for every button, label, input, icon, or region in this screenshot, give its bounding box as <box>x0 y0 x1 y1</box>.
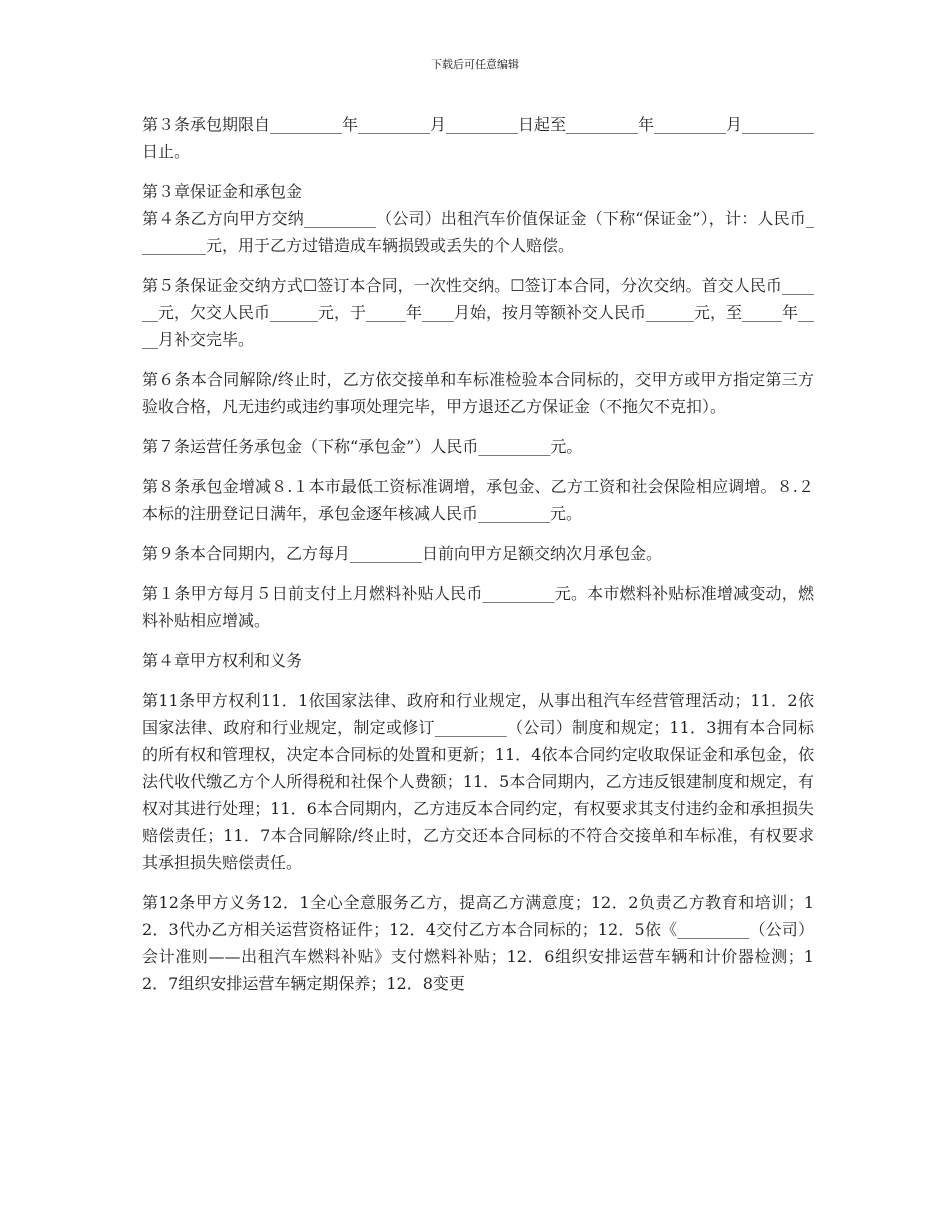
article-7-contract-fee: 第７条运营任务承包金（下称“承包金”）人民币_________元。 <box>142 437 583 456</box>
page-header: 下载后可任意编辑 <box>431 58 519 71</box>
chapter-3-heading: 第３章保证金和承包金 <box>142 182 303 201</box>
article-3-term: 第３条承包期限自_________年_________月_________日起至_________年_________月_________日止。 <box>142 115 815 161</box>
article-1-fuel-subsidy: 第１条甲方每月５日前支付上月燃料补贴人民币_________元。本市燃料补贴标准增减变动，燃料补贴相应增减。 <box>142 584 814 630</box>
article-8-fee-adjustment: 第８条承包金增减８.１本市最低工资标准调增，承包金、乙方工资和社会保险相应调增。８.２本标的注册登记日满年，承包金逐年核减人民币_________元。 <box>142 477 814 523</box>
chapter-4-heading: 第４章甲方权利和义务 <box>142 651 303 670</box>
document-body <box>142 111 814 1010</box>
article-9-monthly-payment: 第９条本合同期内，乙方每月_________日前向甲方足额交纳次月承包金。 <box>142 544 663 563</box>
article-5-payment-method: 第５条保证金交纳方式☐签订本合同，一次性交纳。☐签订本合同，分次交纳。首交人民币______元，欠交人民币______元，于_____年____月始，按月等额补交人民币______元，至_____年____月补交完毕。 <box>142 276 815 349</box>
article-12-party-a-obligations: 第12条甲方义务12．1全心全意服务乙方，提高乙方满意度；12．2负责乙方教育和培训；12．3代办乙方相关运营资格证件；12．4交付乙方本合同标的；12．5依《_________（公司）会计准则——出租汽车燃料补贴》支付燃料补贴；12．6组织安排运营车辆和计价器检测；12．7组织安排运营车辆定期保养；12．8变更 <box>142 893 814 993</box>
article-11-party-a-rights: 第11条甲方权利11．1依国家法律、政府和行业规定，从事出租汽车经营管理活动；11．2依国家法律、政府和行业规定，制定或修订_________（公司）制度和规定；11．3拥有本合同标的所有权和管理权，决定本合同标的处置和更新；11．4依本合同约定收取保证金和承包金，依法代收代缴乙方个人所得税和社保个人费额；11．5本合同期内，乙方违反银建制度和规定，有权对其进行处理；11．6本合同期内，乙方违反本合同约定，有权要求其支付违约金和承担损失赔偿责任；11．7本合同解除/终止时，乙方交还本合同标的不符合交接单和车标准，有权要求其承担损失赔偿责任。 <box>142 691 814 872</box>
article-6-refund: 第６条本合同解除/终止时，乙方依交接单和车标准检验本合同标的，交甲方或甲方指定第三方验收合格，凡无违约或违约事项处理完毕，甲方退还乙方保证金（不拖欠不克扣）。 <box>142 370 814 416</box>
article-4-deposit: 第４条乙方向甲方交纳_________（公司）出租汽车价值保证金（下称“保证金”），计：人民币_________元，用于乙方过错造成车辆损毁或丢失的个人赔偿。 <box>142 209 814 255</box>
